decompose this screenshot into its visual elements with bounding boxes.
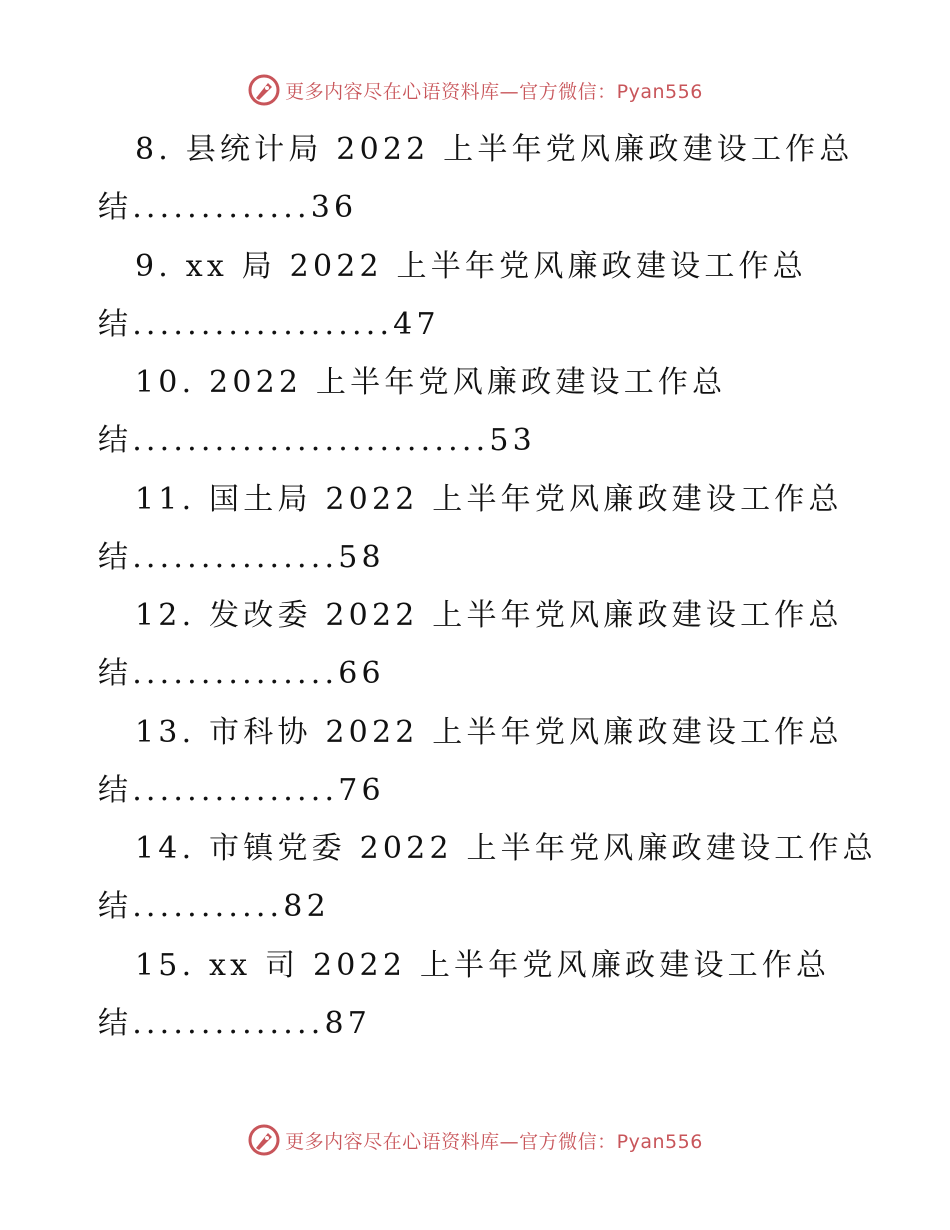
toc-entry[interactable]	[0, 118, 950, 235]
toc-entry-title: 9. xx 局 2022 上半年党风廉政建设工作总	[135, 248, 807, 284]
toc-entry[interactable]	[0, 701, 950, 818]
header-watermark-banner	[0, 70, 950, 110]
watermark-text: 更多内容尽在心语资料库—官方微信：Pyan556	[285, 1130, 703, 1153]
toc-entry-title: 15. xx 司 2022 上半年党风廉政建设工作总	[135, 947, 831, 983]
toc-entry-title: 12. 发改委 2022 上半年党风廉政建设工作总	[135, 598, 843, 633]
toc-entry-title: 10. 2022 上半年党风廉政建设工作总	[135, 365, 727, 400]
toc-entry[interactable]	[0, 817, 950, 934]
toc-entry-page: 结...............58	[98, 539, 385, 575]
toc-entry[interactable]	[0, 235, 950, 352]
pen-nib-logo-icon	[247, 73, 281, 107]
toc-entry-page: 结...............66	[98, 656, 385, 691]
toc-entry-title: 13. 市科协 2022 上半年党风廉政建设工作总	[135, 714, 843, 750]
toc-entry[interactable]	[0, 584, 950, 701]
watermark-text: 更多内容尽在心语资料库—官方微信：Pyan556	[285, 80, 703, 103]
toc-entry-page: 结..........................53	[98, 423, 536, 458]
toc-entry-title: 11. 国土局 2022 上半年党风廉政建设工作总	[135, 481, 843, 517]
table-of-contents	[0, 118, 950, 1050]
toc-entry-title: 14. 市镇党委 2022 上半年党风廉政建设工作总	[135, 831, 877, 866]
toc-entry-page: 结...........82	[98, 889, 330, 924]
toc-entry[interactable]	[0, 934, 950, 1051]
toc-entry-page: 结..............87	[98, 1005, 372, 1041]
pen-nib-logo-icon	[247, 1123, 281, 1157]
footer-watermark-banner	[0, 1120, 950, 1160]
toc-entry-page: 结...............76	[98, 772, 385, 808]
toc-entry-title: 8. 县统计局 2022 上半年党风廉政建设工作总	[135, 132, 854, 167]
toc-entry-page: 结...................47	[98, 306, 440, 342]
toc-entry-page: 结.............36	[98, 190, 358, 225]
toc-entry[interactable]	[0, 468, 950, 585]
toc-entry[interactable]	[0, 351, 950, 468]
